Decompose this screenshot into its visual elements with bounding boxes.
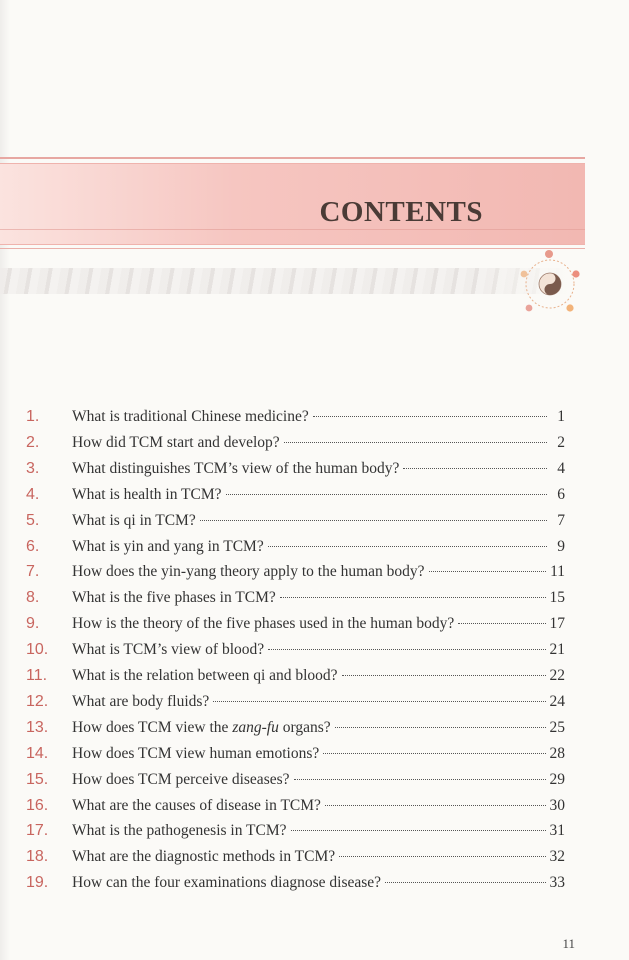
toc-entry-number: 18. <box>26 848 49 866</box>
page-title: CONTENTS <box>319 196 483 228</box>
toc-page-number: 28 <box>549 744 565 762</box>
dot-leader <box>291 830 546 831</box>
toc-entry[interactable] <box>0 771 629 797</box>
dot-leader <box>385 882 545 883</box>
header-inner-rule <box>0 229 585 230</box>
toc-page-number: 17 <box>549 615 565 633</box>
toc-entry-number: 13. <box>26 718 49 736</box>
toc-entry-number: 8. <box>26 589 40 607</box>
toc-entry[interactable] <box>0 434 629 460</box>
toc-page-number: 30 <box>549 796 565 814</box>
toc-entry-line <box>72 745 565 763</box>
toc-entry-title-text: What is traditional Chinese medicine? <box>72 408 309 425</box>
toc-entry-number: 6. <box>26 537 40 555</box>
toc-entry-title-text: What is health in TCM? <box>72 485 222 503</box>
toc-entry-number: 5. <box>26 511 40 529</box>
toc-entry-line <box>72 797 565 815</box>
toc-page-number: 1 <box>557 408 565 425</box>
toc-entry-title-text: What are the diagnostic methods in TCM? <box>72 848 336 866</box>
dot-leader <box>429 571 547 572</box>
toc-entry[interactable] <box>0 719 629 745</box>
toc-entry-line <box>72 667 565 685</box>
toc-entry-title-text: How does the yin-yang theory apply to the human body? <box>72 563 425 581</box>
toc-entry[interactable] <box>0 486 629 512</box>
toc-entry[interactable] <box>0 745 629 771</box>
toc-entry[interactable] <box>0 408 629 434</box>
toc-entry-number: 4. <box>26 485 40 503</box>
toc-entry-title-text-end: organs? <box>278 718 331 736</box>
toc-entry-title <box>72 745 319 763</box>
dot-leader <box>325 805 546 806</box>
toc-entry-title <box>72 408 309 426</box>
dot-leader <box>280 597 546 598</box>
toc-entry-title <box>72 512 196 530</box>
toc-page-number: 9 <box>557 537 565 555</box>
toc-entry-title-text: What distinguishes TCM’s view of the human body? <box>72 459 400 477</box>
toc-entry-line <box>72 589 565 607</box>
dot-leader <box>335 727 546 728</box>
toc-entry[interactable] <box>0 848 629 874</box>
toc-entry-number: 9. <box>26 615 40 633</box>
toc-page-number: 4 <box>557 459 565 477</box>
toc-entry[interactable] <box>0 693 629 719</box>
toc-entry[interactable] <box>0 538 629 564</box>
toc-entry-line <box>72 693 565 711</box>
toc-entry-title-text: How did TCM start and develop? <box>72 433 280 451</box>
toc-entry-title <box>72 874 381 892</box>
toc-entry-title <box>72 848 335 866</box>
toc-entry-number: 15. <box>26 770 49 788</box>
toc-entry-line <box>72 719 565 737</box>
toc-page-number: 6 <box>557 485 565 503</box>
toc-entry-title-text: How does TCM view human emotions? <box>72 744 320 762</box>
toc-entry[interactable] <box>0 589 629 615</box>
toc-page-number: 32 <box>549 848 565 866</box>
toc-page-number: 22 <box>549 667 565 684</box>
toc-page-number: 21 <box>549 641 565 659</box>
toc-entry-title-text: How does TCM perceive diseases? <box>72 770 290 788</box>
toc-entry[interactable] <box>0 512 629 538</box>
toc-entry-title <box>72 771 290 789</box>
toc-entry-title <box>72 641 264 659</box>
dot-leader <box>403 468 547 469</box>
toc-page-number: 11 <box>550 563 565 581</box>
toc-entry-title <box>72 563 425 581</box>
toc-entry-number: 17. <box>26 822 49 840</box>
dot-leader <box>213 701 545 702</box>
yin-yang-emblem-icon <box>512 244 588 324</box>
toc-entry-line <box>72 615 565 633</box>
toc-entry[interactable] <box>0 667 629 693</box>
toc-entry-line <box>72 874 565 892</box>
toc-page-number: 29 <box>549 770 565 788</box>
toc-entry-number: 19. <box>26 874 49 892</box>
dot-leader <box>226 494 547 495</box>
toc-entry[interactable] <box>0 460 629 486</box>
page-number: 11 <box>562 936 575 951</box>
toc-entry-number: 1. <box>26 408 40 425</box>
toc-entry-number: 2. <box>26 433 40 451</box>
toc-entry-line <box>72 486 565 504</box>
toc-page-number: 15 <box>549 589 565 607</box>
toc-entry-title-text: What are body fluids? <box>72 692 210 710</box>
toc-entry-number: 12. <box>26 692 49 710</box>
dot-leader <box>268 649 545 650</box>
toc-entry-title <box>72 719 331 737</box>
dot-leader <box>268 546 547 547</box>
toc-entry-title-text: What is the relation between qi and blood? <box>72 667 338 684</box>
toc-entry-title <box>72 797 321 815</box>
dot-leader <box>294 779 546 780</box>
header-bottom-rule <box>0 248 585 249</box>
toc-entry-number: 10. <box>26 641 49 659</box>
toc-entry-title-text: What are the causes of disease in TCM? <box>72 796 321 814</box>
toc-entry-line <box>72 460 565 478</box>
toc-entry-title <box>72 589 276 607</box>
toc-entry-title-text: What is the pathogenesis in TCM? <box>72 822 287 840</box>
toc-entry-number: 7. <box>26 563 40 581</box>
toc-entry-line <box>72 771 565 789</box>
toc-entry-title-text: How can the four examinations diagnose disease? <box>72 874 382 892</box>
toc-entry-line <box>72 434 565 452</box>
toc-entry[interactable] <box>0 874 629 900</box>
dot-leader <box>339 856 545 857</box>
header-band <box>0 163 585 245</box>
toc-entry-line <box>72 848 565 866</box>
toc-entry-line <box>72 512 565 530</box>
toc-entry-title <box>72 615 454 633</box>
toc-entry-title-italic: zang-fu <box>232 718 279 736</box>
toc-page-number: 31 <box>549 822 565 840</box>
toc-entry[interactable] <box>0 615 629 641</box>
toc-entry-title <box>72 822 287 840</box>
dot-leader <box>458 623 545 624</box>
toc-entry-title-text: How does TCM view the <box>72 718 233 736</box>
toc-entry-title <box>72 538 264 556</box>
toc-entry-line <box>72 408 565 426</box>
toc-entry-line <box>72 641 565 659</box>
toc-entry-title <box>72 434 280 452</box>
toc-entry-number: 16. <box>26 796 49 814</box>
toc-entry-line <box>72 822 565 840</box>
toc-entry-title <box>72 667 338 685</box>
toc-entry[interactable] <box>0 641 629 667</box>
toc-entry-line <box>72 563 565 581</box>
toc-entry-title-text: How is the theory of the five phases used in the human body? <box>72 615 455 633</box>
toc-entry[interactable] <box>0 797 629 823</box>
toc-page-number: 25 <box>549 718 565 736</box>
toc-page-number: 24 <box>549 692 565 710</box>
dot-leader <box>313 416 547 417</box>
dot-leader <box>342 675 546 676</box>
toc-entry-title-text: What is TCM’s view of blood? <box>72 641 265 659</box>
toc-page-number: 33 <box>549 874 565 892</box>
toc-entry[interactable] <box>0 563 629 589</box>
toc-entry-title <box>72 693 209 711</box>
dot-leader <box>323 753 545 754</box>
toc-entry-title-text: What is yin and yang in TCM? <box>72 537 264 555</box>
toc-entry-title-text: What is qi in TCM? <box>72 511 196 529</box>
toc-entry-number: 3. <box>26 459 40 477</box>
toc-entry-title <box>72 460 399 478</box>
toc-entry-number: 14. <box>26 744 49 762</box>
dot-leader <box>284 442 547 443</box>
toc-entry[interactable] <box>0 822 629 848</box>
toc-entry-number: 11. <box>26 667 48 684</box>
toc-page-number: 7 <box>557 511 565 529</box>
dot-leader <box>200 520 547 521</box>
toc-entry-line <box>72 538 565 556</box>
toc-entry-title <box>72 486 222 504</box>
header-top-rule <box>0 157 585 159</box>
toc-page-number: 2 <box>557 433 565 451</box>
toc-entry-title-text: What is the five phases in TCM? <box>72 589 276 607</box>
